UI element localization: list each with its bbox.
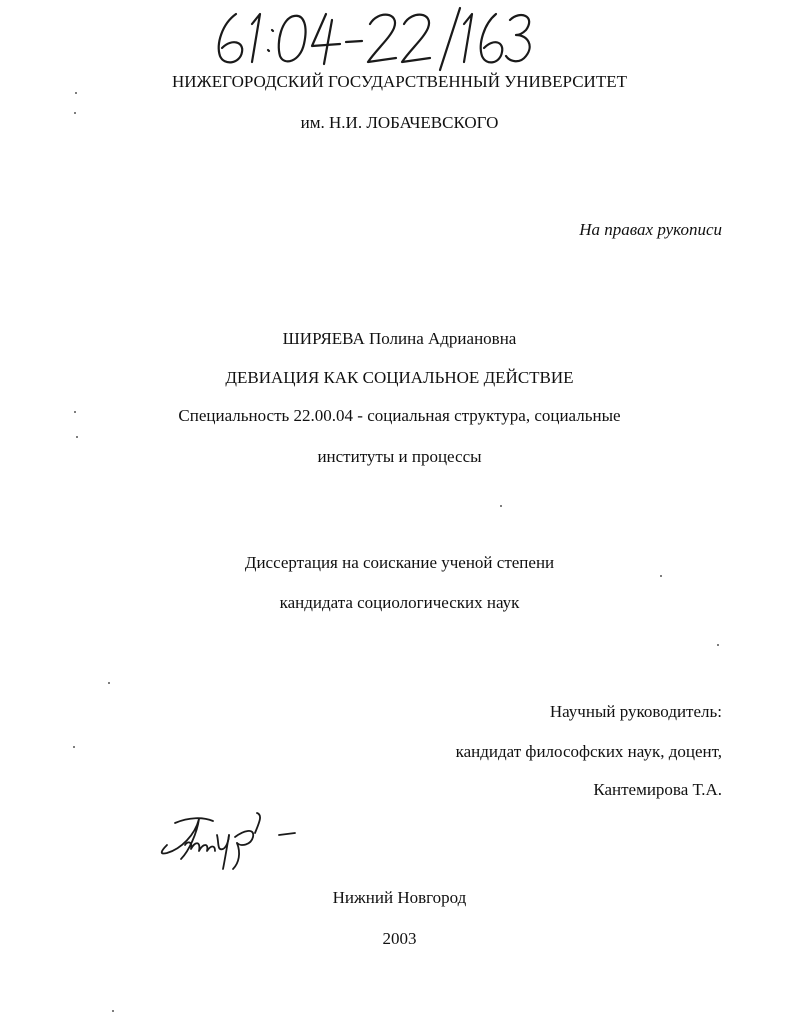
supervisor-credentials: кандидат философских наук, доцент, <box>455 742 722 761</box>
scan-speck <box>73 746 75 748</box>
scan-speck <box>500 505 502 507</box>
scan-speck <box>108 682 110 684</box>
city: Нижний Новгород <box>332 888 467 907</box>
university-name: НИЖЕГОРОДСКИЙ ГОСУДАРСТВЕННЫЙ УНИВЕРСИТЕТ <box>172 72 627 91</box>
scan-speck <box>112 1010 114 1012</box>
scan-speck <box>74 411 76 413</box>
year: 2003 <box>382 929 417 948</box>
author-signature <box>155 805 305 875</box>
supervisor-name: Кантемирова Т.А. <box>593 780 722 799</box>
specialty-line-2: институты и процессы <box>317 447 482 466</box>
degree-line-2: кандидата социологических наук <box>279 593 520 612</box>
dissertation-title: ДЕВИАЦИЯ КАК СОЦИАЛЬНОЕ ДЕЙСТВИЕ <box>225 368 574 387</box>
scan-speck <box>75 92 77 94</box>
scan-speck <box>76 436 78 438</box>
rights-note: На правах рукописи <box>579 220 722 239</box>
supervisor-label: Научный руководитель: <box>549 702 722 721</box>
university-named-after: им. Н.И. ЛОБАЧЕВСКОГО <box>300 113 499 132</box>
degree-line-1: Диссертация на соискание ученой степени <box>244 553 555 572</box>
scan-speck <box>717 644 719 646</box>
scan-speck <box>74 112 76 114</box>
handwritten-archive-code <box>208 2 538 72</box>
specialty-line-1: Специальность 22.00.04 - социальная структура, социальные <box>178 406 621 425</box>
author-name: ШИРЯЕВА Полина Адриановна <box>282 329 517 348</box>
scan-speck <box>660 575 662 577</box>
